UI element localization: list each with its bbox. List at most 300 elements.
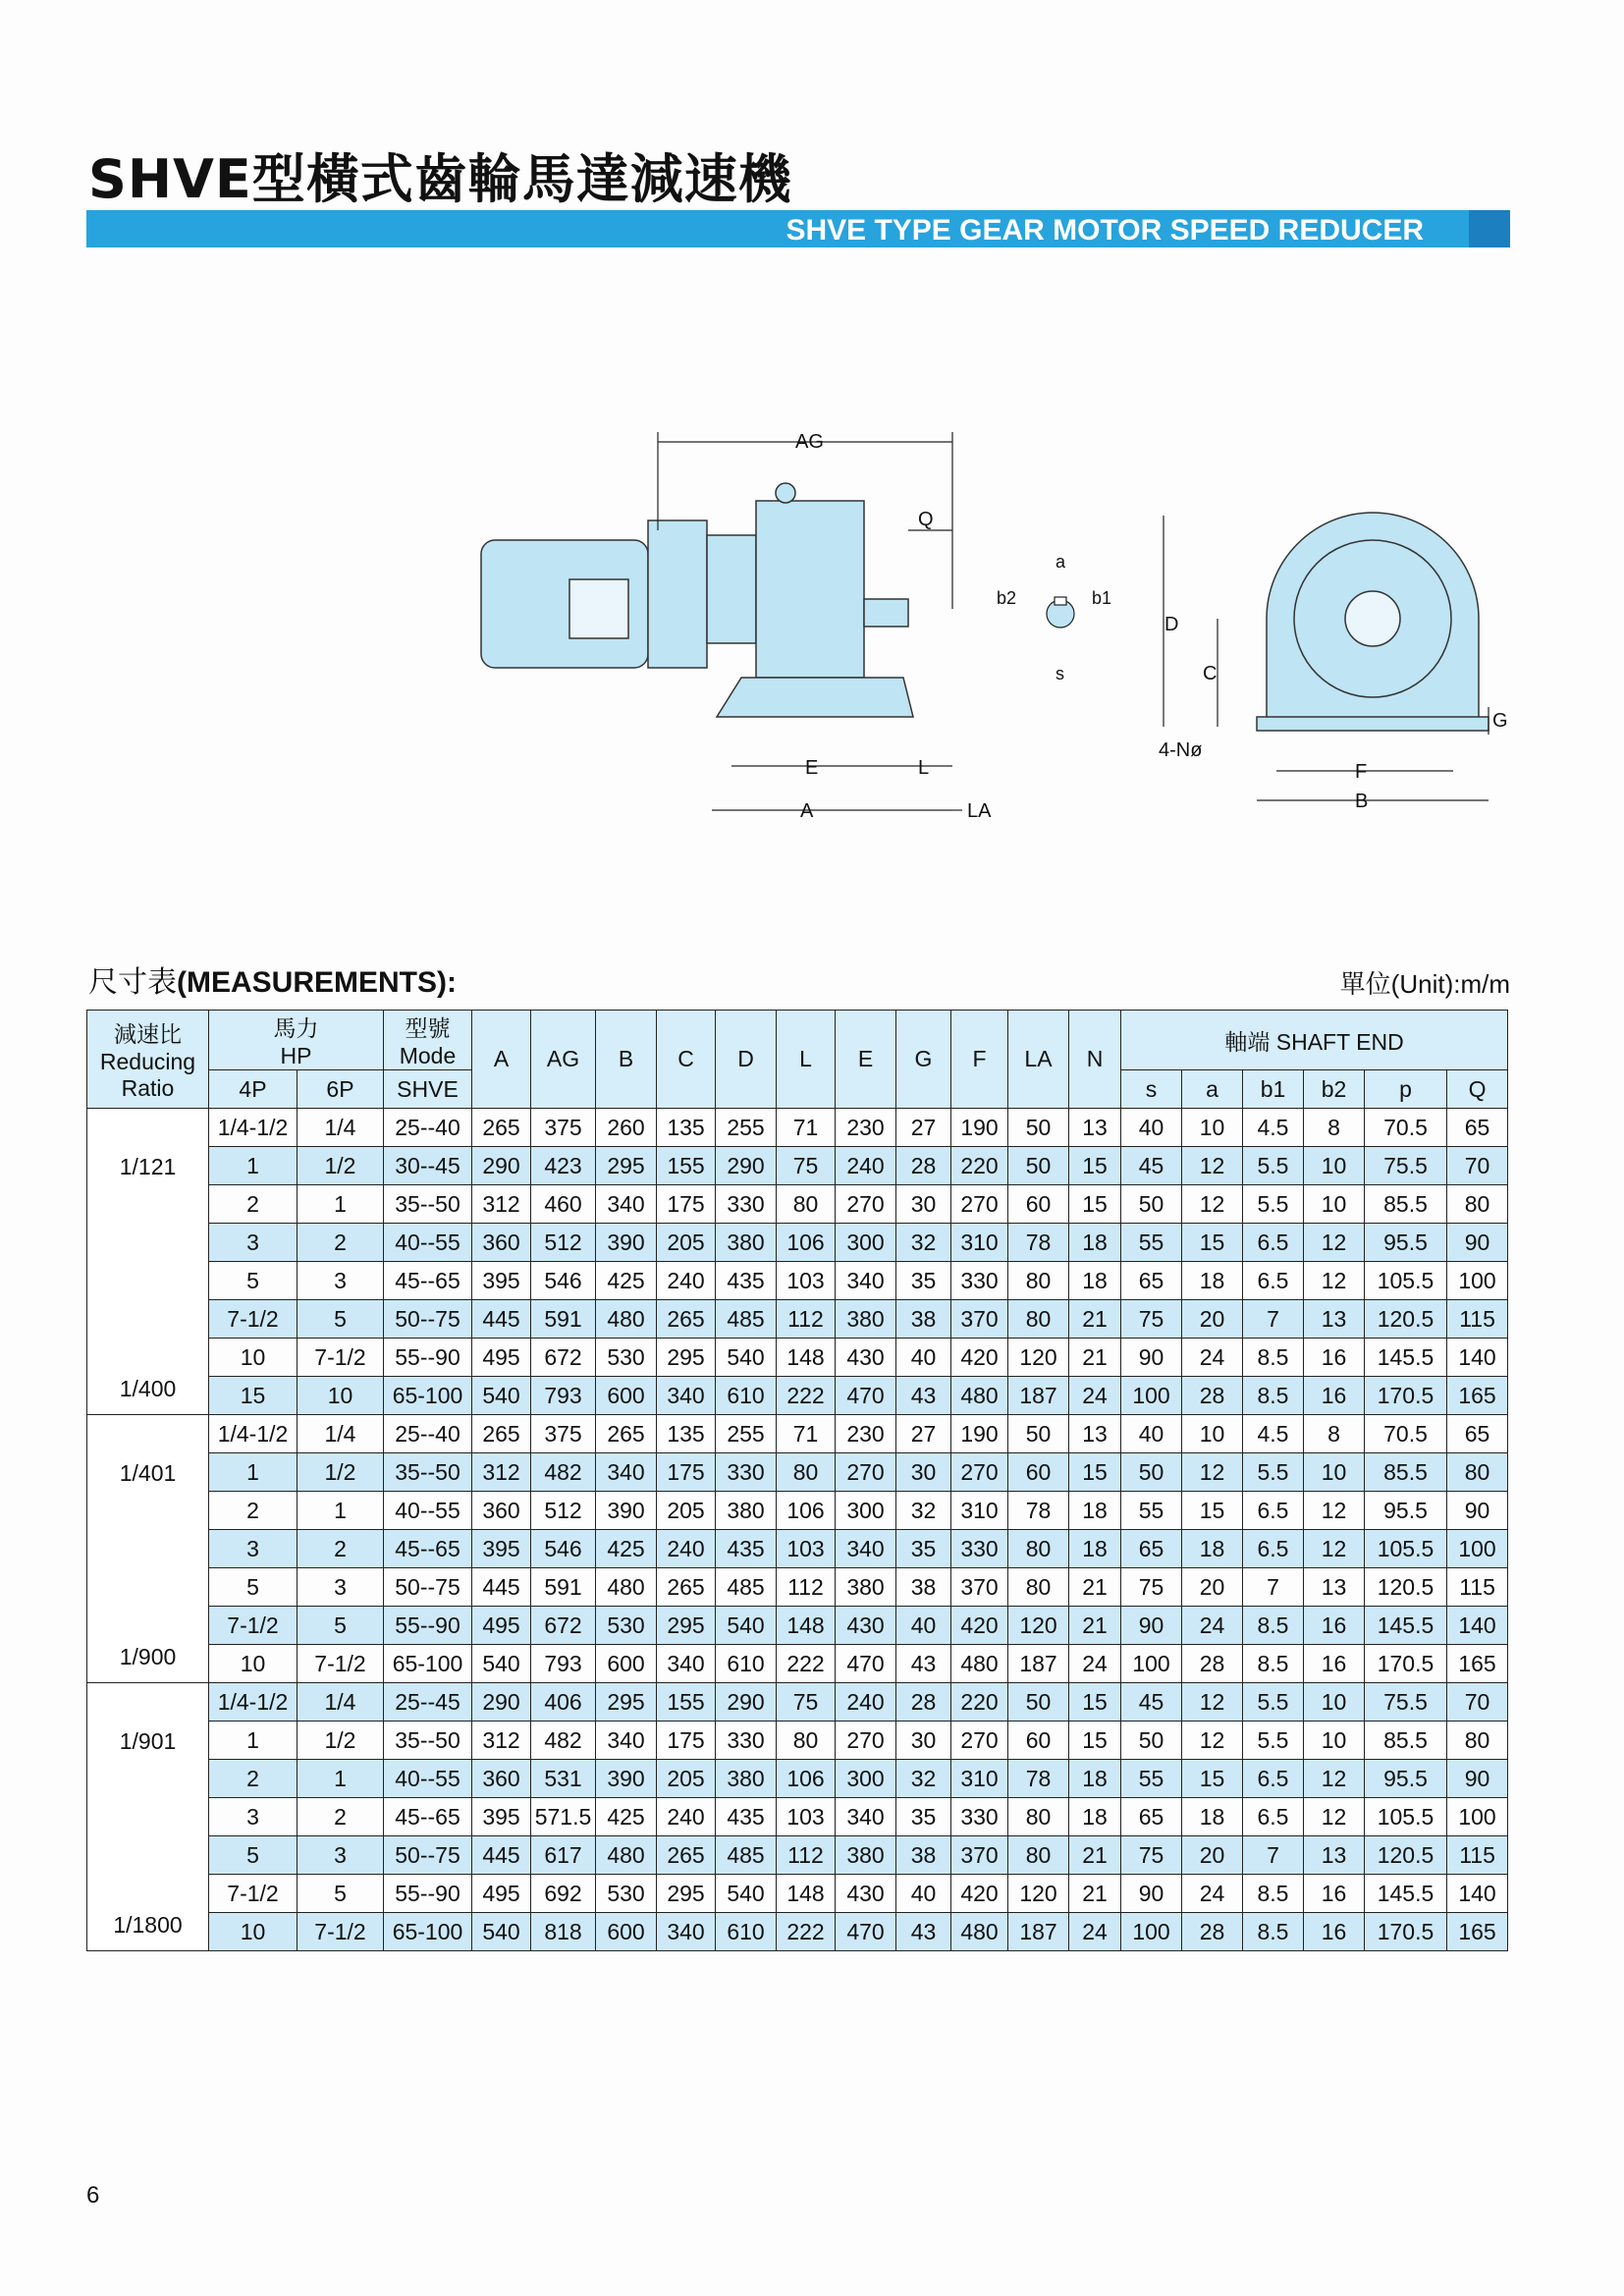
col-F: F [951,1011,1008,1109]
table-cell: 240 [657,1798,716,1836]
col-A: A [472,1011,531,1109]
table-cell: 3 [298,1262,384,1300]
table-cell: 330 [951,1262,1008,1300]
table-cell: 80 [777,1722,836,1760]
table-cell: 240 [657,1262,716,1300]
table-cell: 6.5 [1243,1760,1304,1798]
table-cell: 24 [1182,1875,1243,1913]
table-cell: 16 [1304,1607,1365,1645]
table-cell: 425 [596,1530,657,1568]
table-cell: 600 [596,1377,657,1415]
table-row [87,1798,1508,1836]
table-cell: 430 [836,1339,896,1377]
table-cell: 10 [1304,1147,1365,1185]
table-cell: 5 [298,1875,384,1913]
table-cell: 28 [1182,1913,1243,1951]
table-cell: 1/2 [298,1722,384,1760]
table-cell: 1/2 [298,1453,384,1492]
table-cell: 265 [657,1568,716,1607]
table-cell: 3 [209,1530,298,1568]
label-L: L [918,757,930,779]
ratio-to: 1/400 [119,1376,177,1401]
table-cell: 65 [1447,1415,1508,1453]
table-cell: 482 [531,1453,596,1492]
table-cell: 310 [951,1492,1008,1530]
table-cell: 2 [298,1224,384,1262]
table-cell: 75 [1121,1836,1182,1875]
table-cell: 793 [531,1377,596,1415]
ratio-cell [87,1683,209,1951]
table-cell: 380 [716,1492,777,1530]
table-cell: 265 [596,1415,657,1453]
table-cell: 35--50 [384,1185,472,1224]
table-cell: 295 [596,1147,657,1185]
col-p: p [1365,1070,1447,1109]
table-cell: 5 [298,1300,384,1339]
front-base [1257,717,1489,731]
table-cell: 18 [1182,1798,1243,1836]
table-cell: 35--50 [384,1453,472,1492]
label-C: C [1203,663,1218,684]
table-cell: 140 [1447,1875,1508,1913]
table-cell: 15 [209,1377,298,1415]
table-cell: 155 [657,1683,716,1722]
table-cell: 423 [531,1147,596,1185]
table-cell: 187 [1008,1913,1069,1951]
table-cell: 40 [1121,1415,1182,1453]
label-G: G [1492,710,1508,732]
table-cell: 20 [1182,1568,1243,1607]
table-cell: 420 [951,1607,1008,1645]
table-cell: 672 [531,1607,596,1645]
table-cell: 165 [1447,1645,1508,1683]
table-cell: 6.5 [1243,1798,1304,1836]
table-cell: 290 [472,1683,531,1722]
table-cell: 360 [472,1760,531,1798]
table-cell: 460 [531,1185,596,1224]
table-cell: 530 [596,1875,657,1913]
table-cell: 105.5 [1365,1798,1447,1836]
table-cell: 38 [896,1568,951,1607]
table-cell: 32 [896,1224,951,1262]
table-cell: 265 [472,1415,531,1453]
table-cell: 255 [716,1109,777,1147]
table-cell: 265 [657,1300,716,1339]
table-cell: 24 [1069,1913,1121,1951]
table-cell: 395 [472,1530,531,1568]
table-cell: 330 [951,1798,1008,1836]
table-cell: 80 [777,1185,836,1224]
table-cell: 50--75 [384,1568,472,1607]
table-cell: 40 [896,1339,951,1377]
table-cell: 175 [657,1185,716,1224]
table-cell: 95.5 [1365,1492,1447,1530]
table-cell: 4.5 [1243,1415,1304,1453]
table-cell: 375 [531,1415,596,1453]
label-b2: b2 [997,588,1017,608]
table-cell: 90 [1121,1339,1182,1377]
terminal-box [569,579,628,638]
measurements-table [86,1010,1508,1951]
table-cell: 40 [896,1875,951,1913]
table-cell: 2 [298,1798,384,1836]
table-cell: 30 [896,1185,951,1224]
table-cell: 45 [1121,1147,1182,1185]
table-cell: 270 [951,1185,1008,1224]
table-cell: 65 [1121,1262,1182,1300]
table-cell: 445 [472,1300,531,1339]
table-cell: 175 [657,1453,716,1492]
table-cell: 375 [531,1109,596,1147]
table-cell: 155 [657,1147,716,1185]
table-cell: 65 [1121,1798,1182,1836]
table-cell: 435 [716,1530,777,1568]
table-cell: 546 [531,1530,596,1568]
table-cell: 340 [657,1913,716,1951]
table-cell: 290 [716,1147,777,1185]
table-row [87,1339,1508,1377]
table-cell: 12 [1182,1185,1243,1224]
table-cell: 406 [531,1683,596,1722]
col-4p: 4P [209,1070,298,1109]
table-cell: 13 [1069,1415,1121,1453]
ratio-from: 1/901 [119,1728,177,1754]
table-cell: 65 [1121,1530,1182,1568]
shaft-key-detail [1047,597,1074,628]
table-cell: 295 [596,1683,657,1722]
col-b2: b2 [1304,1070,1365,1109]
col-model: 型號 Mode [384,1011,472,1070]
table-cell: 100 [1447,1530,1508,1568]
table-cell: 270 [836,1722,896,1760]
table-cell: 95.5 [1365,1760,1447,1798]
table-cell: 20 [1182,1836,1243,1875]
table-cell: 7 [1243,1300,1304,1339]
table-cell: 430 [836,1607,896,1645]
table-cell: 60 [1008,1722,1069,1760]
eye-bolt [776,483,795,503]
table-cell: 27 [896,1109,951,1147]
table-cell: 445 [472,1836,531,1875]
table-cell: 75 [1121,1568,1182,1607]
table-cell: 330 [716,1453,777,1492]
banner-end-block [1469,210,1510,247]
table-cell: 390 [596,1760,657,1798]
table-cell: 8.5 [1243,1645,1304,1683]
table-cell: 45--65 [384,1530,472,1568]
table-cell: 540 [716,1875,777,1913]
table-cell: 90 [1447,1224,1508,1262]
table-cell: 7 [1243,1568,1304,1607]
table-cell: 170.5 [1365,1377,1447,1415]
table-cell: 5.5 [1243,1185,1304,1224]
table-cell: 340 [836,1530,896,1568]
col-LA: LA [1008,1011,1069,1109]
table-cell: 80 [1008,1300,1069,1339]
table-cell: 43 [896,1645,951,1683]
table-cell: 480 [951,1377,1008,1415]
table-cell: 15 [1069,1147,1121,1185]
table-cell: 330 [716,1722,777,1760]
table-cell: 435 [716,1798,777,1836]
table-cell: 530 [596,1607,657,1645]
table-cell: 10 [1304,1185,1365,1224]
table-row [87,1185,1508,1224]
table-cell: 190 [951,1109,1008,1147]
table-cell: 1/4 [298,1415,384,1453]
table-cell: 90 [1121,1607,1182,1645]
label-4N: 4-Nø [1159,739,1203,761]
table-cell: 65 [1447,1109,1508,1147]
unit-label: 單位(Unit):m/m [1339,969,1510,999]
table-cell: 340 [596,1185,657,1224]
table-cell: 15 [1069,1683,1121,1722]
table-cell: 7-1/2 [298,1339,384,1377]
table-cell: 105.5 [1365,1262,1447,1300]
table-cell: 1 [298,1185,384,1224]
table-cell: 7-1/2 [298,1645,384,1683]
table-cell: 818 [531,1913,596,1951]
table-cell: 148 [777,1607,836,1645]
table-cell: 30--45 [384,1147,472,1185]
table-cell: 600 [596,1913,657,1951]
table-cell: 5.5 [1243,1453,1304,1492]
table-cell: 300 [836,1760,896,1798]
table-cell: 8.5 [1243,1875,1304,1913]
table-cell: 312 [472,1722,531,1760]
table-cell: 12 [1304,1530,1365,1568]
ratio-cell [87,1415,209,1683]
table-cell: 140 [1447,1339,1508,1377]
table-cell: 43 [896,1913,951,1951]
table-cell: 18 [1069,1798,1121,1836]
table-cell: 480 [596,1836,657,1875]
table-cell: 3 [209,1224,298,1262]
table-cell: 390 [596,1492,657,1530]
table-cell: 60 [1008,1453,1069,1492]
table-cell: 531 [531,1760,596,1798]
table-cell: 340 [657,1645,716,1683]
table-cell: 16 [1304,1377,1365,1415]
table-cell: 60 [1008,1185,1069,1224]
label-s: s [1056,664,1064,683]
table-cell: 100 [1121,1913,1182,1951]
table-cell: 70.5 [1365,1109,1447,1147]
table-cell: 15 [1069,1185,1121,1224]
table-cell: 24 [1069,1377,1121,1415]
table-cell: 485 [716,1836,777,1875]
base-foot [717,678,913,717]
table-row [87,1568,1508,1607]
table-cell: 10 [1304,1453,1365,1492]
table-cell: 15 [1069,1722,1121,1760]
table-cell: 55--90 [384,1339,472,1377]
table-cell: 103 [777,1262,836,1300]
table-cell: 1/4 [298,1683,384,1722]
table-cell: 135 [657,1415,716,1453]
table-row [87,1300,1508,1339]
table-cell: 35 [896,1262,951,1300]
table-cell: 71 [777,1109,836,1147]
table-cell: 5 [209,1262,298,1300]
table-cell: 35 [896,1530,951,1568]
table-cell: 165 [1447,1377,1508,1415]
table-cell: 40--55 [384,1760,472,1798]
table-cell: 95.5 [1365,1224,1447,1262]
table-cell: 28 [896,1683,951,1722]
table-cell: 75.5 [1365,1683,1447,1722]
table-cell: 10 [209,1645,298,1683]
table-cell: 80 [1008,1530,1069,1568]
col-s: s [1121,1070,1182,1109]
table-cell: 24 [1182,1339,1243,1377]
table-cell: 1/4-1/2 [209,1683,298,1722]
table-cell: 18 [1069,1530,1121,1568]
table-cell: 175 [657,1722,716,1760]
table-cell: 70 [1447,1147,1508,1185]
table-cell: 395 [472,1262,531,1300]
table-cell: 145.5 [1365,1607,1447,1645]
table-cell: 45--65 [384,1262,472,1300]
page-title-english: SHVE TYPE GEAR MOTOR SPEED REDUCER [785,214,1424,246]
table-cell: 495 [472,1875,531,1913]
table-cell: 78 [1008,1492,1069,1530]
table-cell: 610 [716,1377,777,1415]
table-cell: 16 [1304,1913,1365,1951]
table-cell: 18 [1069,1492,1121,1530]
table-cell: 470 [836,1645,896,1683]
table-cell: 312 [472,1185,531,1224]
col-AG: AG [531,1011,596,1109]
table-cell: 45--65 [384,1798,472,1836]
table-cell: 1 [298,1760,384,1798]
table-cell: 50 [1121,1185,1182,1224]
table-cell: 85.5 [1365,1722,1447,1760]
table-cell: 290 [716,1683,777,1722]
table-cell: 103 [777,1530,836,1568]
label-D: D [1164,614,1179,635]
table-row [87,1760,1508,1798]
table-cell: 80 [1008,1262,1069,1300]
table-cell: 610 [716,1913,777,1951]
table-cell: 7-1/2 [209,1875,298,1913]
table-cell: 28 [1182,1645,1243,1683]
col-b1: b1 [1243,1070,1304,1109]
table-row [87,1683,1508,1722]
table-cell: 380 [836,1568,896,1607]
table-cell: 18 [1182,1262,1243,1300]
table-cell: 40 [896,1607,951,1645]
table-cell: 21 [1069,1300,1121,1339]
table-cell: 16 [1304,1645,1365,1683]
table-cell: 380 [716,1760,777,1798]
table-cell: 255 [716,1415,777,1453]
table-cell: 540 [472,1645,531,1683]
table-cell: 106 [777,1492,836,1530]
table-cell: 112 [777,1836,836,1875]
table-cell: 13 [1304,1568,1365,1607]
table-cell: 50--75 [384,1300,472,1339]
table-cell: 55 [1121,1492,1182,1530]
table-cell: 390 [596,1224,657,1262]
table-row [87,1262,1508,1300]
table-cell: 512 [531,1492,596,1530]
table-row [87,1530,1508,1568]
table-cell: 80 [1447,1185,1508,1224]
table-cell: 5.5 [1243,1722,1304,1760]
table-cell: 120 [1008,1875,1069,1913]
table-cell: 425 [596,1798,657,1836]
table-cell: 205 [657,1224,716,1262]
table-cell: 8.5 [1243,1607,1304,1645]
table-cell: 5.5 [1243,1683,1304,1722]
ratio-to: 1/1800 [113,1912,183,1938]
table-cell: 10 [1304,1683,1365,1722]
table-cell: 495 [472,1607,531,1645]
table-cell: 21 [1069,1568,1121,1607]
label-A: A [800,800,814,822]
table-cell: 270 [836,1453,896,1492]
table-cell: 35--50 [384,1722,472,1760]
table-cell: 470 [836,1377,896,1415]
table-cell: 1 [298,1492,384,1530]
table-cell: 540 [716,1339,777,1377]
table-cell: 106 [777,1760,836,1798]
table-cell: 6.5 [1243,1224,1304,1262]
table-cell: 15 [1182,1760,1243,1798]
table-cell: 78 [1008,1224,1069,1262]
table-cell: 148 [777,1339,836,1377]
label-B: B [1355,791,1369,812]
table-cell: 165 [1447,1913,1508,1951]
table-row [87,1875,1508,1913]
table-cell: 28 [1182,1377,1243,1415]
table-cell: 55--90 [384,1875,472,1913]
table-cell: 75 [777,1147,836,1185]
col-G: G [896,1011,951,1109]
table-cell: 40--55 [384,1492,472,1530]
table-row [87,1836,1508,1875]
table-cell: 13 [1304,1300,1365,1339]
table-row [87,1645,1508,1683]
table-cell: 265 [472,1109,531,1147]
table-cell: 470 [836,1913,896,1951]
table-cell: 540 [716,1607,777,1645]
table-cell: 591 [531,1568,596,1607]
table-cell: 8.5 [1243,1339,1304,1377]
table-cell: 5 [209,1836,298,1875]
table-cell: 310 [951,1760,1008,1798]
table-cell: 40--55 [384,1224,472,1262]
table-cell: 692 [531,1875,596,1913]
table-cell: 70.5 [1365,1415,1447,1453]
table-cell: 190 [951,1415,1008,1453]
table-row [87,1147,1508,1185]
col-L: L [777,1011,836,1109]
table-cell: 12 [1182,1453,1243,1492]
table-cell: 7-1/2 [209,1300,298,1339]
table-cell: 112 [777,1568,836,1607]
table-cell: 540 [472,1377,531,1415]
table-cell: 480 [596,1300,657,1339]
table-cell: 571.5 [531,1798,596,1836]
page-number: 6 [86,2182,100,2209]
table-cell: 295 [657,1339,716,1377]
table-cell: 300 [836,1224,896,1262]
col-shve: SHVE [384,1070,472,1109]
table-cell: 530 [596,1339,657,1377]
gear-motor-dimension-drawing [471,422,1551,835]
